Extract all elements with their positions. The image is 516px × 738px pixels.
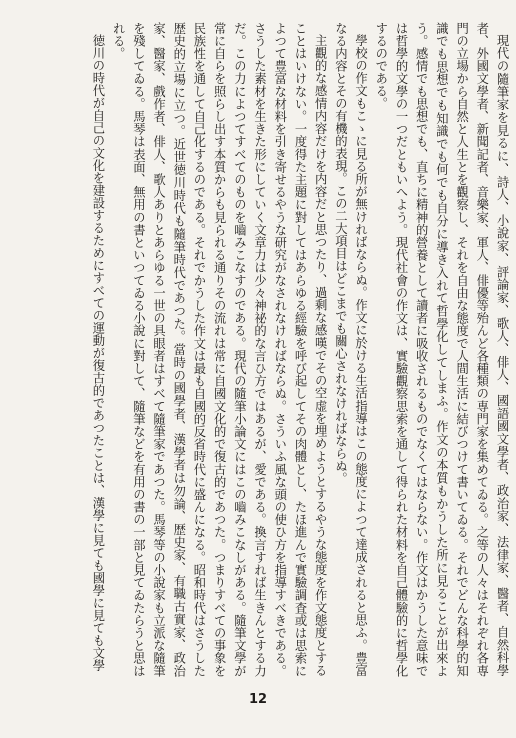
paragraph: 主觀的な感情内容だけを内容だと思つたり、過剩な感嘆でその空虚を埋めようとするやうな態度を作文態度とすることはいけない。一度得た主題に對してはあらゆる經驗を呼び起してその肉體とし、たほ進んで實驗調査或は思索によつて豊富な材料を引き寄せるやうな研究がなされなければならぬ。さういふ風な頭の使ひ方を指導すべきである。さうした素材を生きた形にしていく文章力は少々神祕的な言ひ方ではあるが、愛である。換言すれば生きんとする力だ。この力によつてすべてのものを嚙みこなすのである。現代の隨筆小論文にはこの嚙みこなしがある。隨筆文學が常に自らを照らし出す本質からも見られる通りその流れは常に自國文化的で復古的であつた。つまりすべての事象を民族性を通して自己化するのである。それでかうした作文は最も自國的反省時代に盛んになる。昭和時代はさうした歴史的立場に立つ。近世徳川時代も隨筆時代であつた。當時の國學者、漢學者は勿論、歴史家、有職古實家、政治家、醫家、戲作者、俳人、歌人ありとあらゆる一世の具眼者はすべて隨筆家であつた。馬琴等の小說家も立派な隨筆を殘してゐる。馬琴は表面、無用の書といつてゐる小說に對して、隨筆などを有用の書の一部と見てゐたらうと思はれる。 — [111, 22, 328, 677]
paragraph: 現代の隨筆家を見るに、詩人、小說家、評論家、歌人、俳人、國語國文學者、政治家、法律家、醫者、自然科學者、外國文學者、新聞記者、音樂家、軍人、俳優等殆んど各種類の専門家を集めてゐる。之等の人々はそれぞれ各専門の立場から自然と人生とを觀察し、それを自由な態度で人間生活に結びつけて書いてゐる。それでどんな科學的知識でも思想でも知識でも何でも自分に導き入れて哲學化してしまふ。作文の本質もかうした所に見ることが出來よう。感情でも思想でも、直ちに精神的營養として讀者に吸收されるものでなくてはならない。作文はかうした意味では哲學的文學の一つだともいへよう。現代社會の作文は、實驗觀察思索を通して得られた材料を自己體驗的に哲學化するのである。 — [373, 22, 509, 677]
page-number: 12 — [248, 692, 268, 707]
body-text — [4, 22, 512, 677]
paragraph: 徳川の時代が自己の文化を建設するためにすべての運動が復古的であつたことは、漢學に見ても國學に見ても文學 — [90, 34, 105, 672]
paragraph: 學校の作文もこゝに見る所が無ければならぬ。作文に於ける生活指導はこの態度によつて達成されると思ふ。豊富なる内容とその有機的表現。この二大項目はどこまでも關心されなければならぬ。 — [333, 22, 368, 677]
